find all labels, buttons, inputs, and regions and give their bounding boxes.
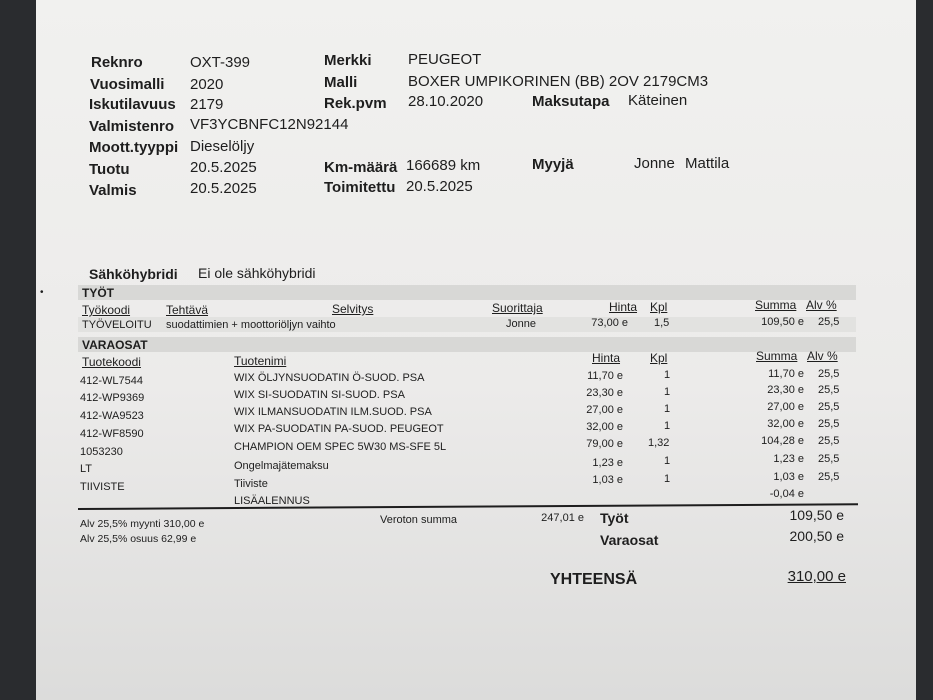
part-sum: 1,03 e: [773, 471, 804, 483]
varaosat-col-price: Hinta: [592, 351, 621, 365]
margin-dot: •: [40, 287, 44, 298]
tyot-row-code: TYÖVELOITU: [82, 319, 152, 331]
malli-value: BOXER UMPIKORINEN (BB) 2OV 2179CM3: [408, 73, 709, 90]
part-qty: 1: [664, 403, 671, 415]
part-vat: 25,5: [818, 418, 840, 430]
rekpvm-label: Rek.pvm: [324, 95, 387, 112]
vuosimalli-value: 2020: [190, 76, 224, 93]
toimitettu-label: Toimitettu: [324, 179, 396, 196]
maksutapa-label: Maksutapa: [532, 93, 610, 110]
part-name: Tiiviste: [234, 478, 268, 490]
reknro-value: OXT-399: [190, 54, 251, 71]
tyot-col-desc: Selvitys: [332, 302, 374, 316]
part-qty: 1,32: [648, 437, 670, 449]
varaosat-total-value: 200,50 e: [789, 528, 844, 544]
veroton-value: 247,01 e: [541, 512, 584, 524]
varaosat-col-code: Tuotekoodi: [82, 355, 141, 369]
tyot-row-qty: 1,5: [654, 317, 670, 329]
part-sum: -0,04 e: [769, 488, 804, 500]
tyot-col-performer: Suorittaja: [492, 301, 543, 315]
part-vat: 25,5: [818, 384, 840, 396]
part-code: 412-WA9523: [80, 410, 144, 422]
varaosat-title: VARAOSAT: [82, 338, 148, 352]
yhteensa-value: 310,00 e: [787, 568, 846, 585]
part-vat: 25,5: [818, 435, 840, 447]
part-qty: 1: [664, 386, 671, 398]
part-price: 1,03 e: [592, 474, 623, 486]
tyot-title: TYÖT: [82, 286, 114, 300]
tyot-col-vat: Alv %: [806, 298, 837, 312]
part-price: 23,30 e: [586, 387, 623, 399]
part-qty: 1: [664, 420, 671, 432]
part-sum: 104,28 e: [761, 435, 804, 447]
tyot-row-sum: 109,50 e: [761, 316, 804, 328]
part-vat: 25,5: [818, 368, 840, 380]
part-qty: 1: [664, 455, 671, 467]
part-price: 11,70 e: [587, 370, 623, 382]
part-code: 412-WP9369: [80, 392, 145, 404]
tyot-row-performer: Jonne: [506, 318, 536, 330]
iskutilavuus-value: 2179: [190, 96, 224, 113]
moott-value: Dieselöljy: [190, 138, 255, 155]
part-sum: 27,00 e: [767, 401, 804, 413]
part-sum: 23,30 e: [767, 384, 804, 396]
tyot-section-band: [78, 285, 856, 300]
part-price: 79,00 e: [586, 438, 623, 450]
valmis-value: 20.5.2025: [190, 180, 257, 197]
tyot-total-value: 109,50 e: [789, 507, 844, 523]
part-vat: 25,5: [818, 401, 840, 413]
myyja-label: Myyjä: [532, 156, 574, 173]
merkki-label: Merkki: [324, 52, 372, 69]
iskutilavuus-label: Iskutilavuus: [89, 96, 176, 113]
invoice-paper: [36, 0, 916, 700]
varaosat-total-label: Varaosat: [600, 532, 659, 548]
tuotu-value: 20.5.2025: [190, 159, 257, 176]
tyot-col-qty: Kpl: [650, 300, 668, 314]
tyot-col-price: Hinta: [609, 300, 638, 314]
tuotu-label: Tuotu: [89, 161, 130, 178]
merkki-value: PEUGEOT: [408, 51, 482, 68]
part-name: WIX ÖLJYNSUODATIN Ö-SUOD. PSA: [234, 372, 425, 384]
part-code: 412-WF8590: [80, 428, 144, 440]
km-value: 166689 km: [406, 157, 481, 174]
part-qty: 1: [664, 369, 671, 381]
tyot-col-code: Työkoodi: [82, 303, 131, 317]
varaosat-col-name: Tuotenimi: [234, 354, 287, 368]
malli-label: Malli: [324, 74, 358, 91]
yhteensa-label: YHTEENSÄ: [550, 571, 638, 588]
part-vat: 25,5: [818, 471, 840, 483]
tyot-row-price: 73,00 e: [591, 317, 628, 329]
tyot-total-label: Työt: [600, 510, 629, 526]
varaosat-col-qty: Kpl: [650, 351, 668, 365]
part-code: TIIVISTE: [80, 481, 125, 493]
tyot-row-vat: 25,5: [818, 316, 840, 328]
part-sum: 32,00 e: [767, 418, 804, 430]
part-price: 1,23 e: [592, 457, 623, 469]
maksutapa-value: Käteinen: [628, 92, 688, 109]
part-name: WIX SI-SUODATIN SI-SUOD. PSA: [234, 389, 405, 401]
veroton-label: Veroton summa: [380, 514, 458, 526]
hybrid-value: Ei ole sähköhybridi: [198, 265, 316, 281]
part-code: 412-WL7544: [80, 375, 143, 387]
valmistenro-value: VF3YCBNFC12N92144: [190, 116, 349, 133]
alv-osuus: Alv 25,5% osuus 62,99 e: [80, 533, 197, 545]
varaosat-col-sum: Summa: [756, 349, 798, 363]
part-qty: 1: [664, 473, 671, 485]
tyot-col-task: Tehtävä: [166, 303, 209, 317]
moott-label: Moott.tyyppi: [89, 139, 179, 156]
toimitettu-value: 20.5.2025: [406, 178, 473, 195]
valmistenro-label: Valmistenro: [89, 118, 175, 135]
part-sum: 11,70 e: [768, 368, 804, 380]
part-code: 1053230: [80, 446, 123, 458]
part-price: 32,00 e: [586, 421, 623, 433]
part-name: Ongelmajätemaksu: [234, 460, 329, 472]
vuosimalli-label: Vuosimalli: [90, 76, 165, 93]
part-code: LT: [80, 463, 93, 475]
alv-myynti: Alv 25,5% myynti 310,00 e: [80, 518, 205, 530]
hybrid-label: Sähköhybridi: [89, 266, 178, 282]
part-price: 27,00 e: [586, 404, 623, 416]
part-sum: 1,23 e: [773, 453, 804, 465]
part-name: WIX ILMANSUODATIN ILM.SUOD. PSA: [234, 406, 432, 418]
km-label: Km-määrä: [324, 159, 398, 176]
part-name: LISÄALENNUS: [234, 495, 310, 507]
valmis-label: Valmis: [89, 182, 137, 199]
part-vat: 25,5: [818, 453, 840, 465]
reknro-label: Reknro: [91, 54, 143, 71]
varaosat-section-band: [78, 337, 856, 352]
tyot-col-sum: Summa: [755, 298, 797, 312]
part-name: WIX PA-SUODATIN PA-SUOD. PEUGEOT: [234, 423, 444, 435]
part-name: CHAMPION OEM SPEC 5W30 MS-SFE 5L: [234, 441, 447, 453]
varaosat-col-vat: Alv %: [807, 349, 838, 363]
myyja-value: Jonne Mattila: [634, 155, 730, 172]
rekpvm-value: 28.10.2020: [408, 93, 484, 110]
tyot-row-task: suodattimien + moottoriöljyn vaihto: [166, 319, 336, 331]
